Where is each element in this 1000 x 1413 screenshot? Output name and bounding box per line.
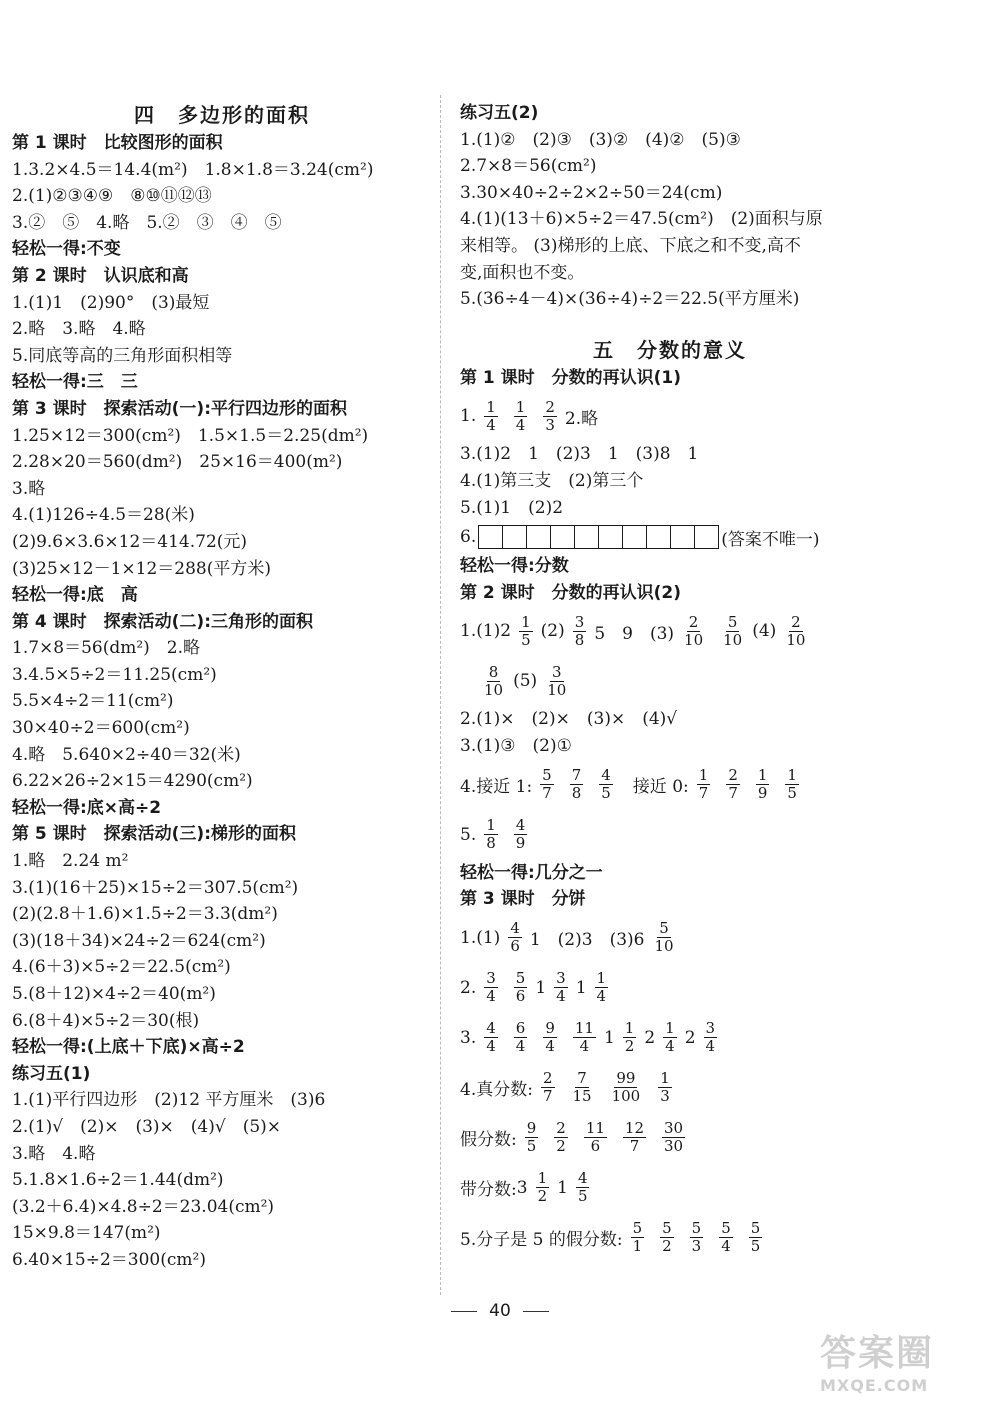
fraction bbox=[697, 767, 711, 802]
numerator: 2 bbox=[556, 1119, 566, 1138]
denominator: 4 bbox=[579, 1037, 590, 1056]
fraction bbox=[573, 614, 587, 649]
answer-line: 6.40×15÷2＝300(cm²) bbox=[12, 1249, 206, 1270]
answer-line: (3)25×12－1×12＝288(平方米) bbox=[12, 558, 271, 579]
answer-line: 2. $\frac{3}{4}$ $\frac{5}{6}$ 1 $\frac{3}{4}$ 1 $\frac{1}{4}$ bbox=[460, 969, 607, 1006]
numerator: 7 bbox=[577, 1069, 587, 1088]
numerator: 6 bbox=[515, 1019, 526, 1038]
fraction bbox=[514, 970, 528, 1005]
denominator: 10 bbox=[684, 630, 704, 649]
denominator: 5 bbox=[601, 784, 611, 802]
numerator: 1 bbox=[787, 766, 797, 784]
answer-line: 2.7×8＝56(cm²) bbox=[460, 156, 597, 177]
answer-line: 3.(1)2 1 (2)3 1 (3)8 1 bbox=[460, 444, 699, 465]
site-watermark: 答案圈 MXQE.COM bbox=[820, 1333, 935, 1395]
answer-line: 1.3.2×4.5＝14.4(m²) 1.8×1.8＝3.24(cm²) bbox=[12, 159, 374, 180]
denominator: 10 bbox=[484, 680, 504, 699]
denominator: 4 bbox=[545, 1037, 555, 1056]
numerator: 9 bbox=[526, 1119, 537, 1138]
lesson-heading: 第 1 课时 分数的再认识(1) bbox=[460, 367, 682, 388]
answer-line: 5.同底等高的三角形面积相等 bbox=[12, 345, 233, 366]
numerator: 2 bbox=[542, 1069, 553, 1088]
lesson-heading: 轻松一得:(上底＋下底)×高÷2 bbox=[12, 1037, 245, 1058]
numerator: 1 bbox=[521, 612, 531, 631]
easy-summary: 轻松一得:分数 bbox=[460, 556, 569, 577]
answer-line: 15×9.8＝147(m²) bbox=[12, 1223, 161, 1244]
denominator: 7 bbox=[698, 784, 709, 802]
fraction bbox=[536, 1170, 550, 1205]
chapter-title-5: 五 分数的意义 bbox=[593, 337, 747, 362]
lesson-heading: 练习五(2) bbox=[460, 103, 539, 123]
numerator: 1 bbox=[515, 397, 526, 416]
numerator: 1 bbox=[596, 969, 607, 988]
exercise-5-2 bbox=[460, 100, 880, 313]
denominator: 2 bbox=[556, 1137, 566, 1156]
fraction bbox=[623, 1020, 637, 1055]
fraction bbox=[519, 614, 533, 649]
denominator: 6 bbox=[510, 937, 520, 956]
fraction bbox=[543, 1020, 557, 1055]
lesson-heading: 第 3 课时 探索活动(一):平行四边形的面积 bbox=[12, 398, 348, 419]
numerator: 11 bbox=[585, 1119, 605, 1138]
fraction bbox=[576, 1170, 590, 1205]
answer-line: 2.(1)√ (2)× (3)× (4)√ (5)× bbox=[12, 1116, 282, 1137]
denominator: 3 bbox=[691, 1237, 702, 1256]
numerator: 5 bbox=[750, 1219, 761, 1238]
denominator: 30 bbox=[664, 1137, 684, 1156]
answer-line: 5.1.8×1.6÷2＝1.44(dm²) bbox=[12, 1170, 224, 1191]
fraction bbox=[584, 1120, 607, 1155]
numerator: 5 bbox=[659, 919, 669, 938]
denominator: 7 bbox=[629, 1137, 640, 1156]
fraction bbox=[660, 1220, 674, 1255]
fraction bbox=[570, 767, 584, 802]
fraction bbox=[652, 920, 675, 955]
numerator: 1 bbox=[486, 397, 496, 416]
numerator: 1 bbox=[486, 816, 496, 834]
denominator: 4 bbox=[486, 1037, 496, 1056]
denominator: 5 bbox=[750, 1237, 761, 1256]
denominator: 3 bbox=[660, 1087, 670, 1106]
denominator: 9 bbox=[515, 834, 526, 852]
denominator: 10 bbox=[723, 630, 743, 649]
answer-line: 5.5×4÷2＝11(cm²) bbox=[12, 691, 174, 712]
denominator: 5 bbox=[787, 784, 797, 802]
denominator: 5 bbox=[526, 1137, 537, 1156]
denominator: 3 bbox=[545, 415, 555, 434]
easy-summary: 轻松一得:几分之一 bbox=[460, 862, 603, 883]
answer-line: 1.(1)平行四边形 (2)12 平方厘米 (3)6 bbox=[12, 1090, 326, 1111]
lesson-heading: 第 3 课时 分饼 bbox=[460, 889, 586, 910]
left-answer-lines bbox=[12, 157, 432, 1274]
fraction bbox=[719, 1220, 733, 1255]
answer-line: 3. $\frac{4}{4}$ $\frac{6}{4}$ $\frac{9}{4}$ $\frac{11}{4}$ 1 $\frac{1}{2}$ 2 $\frac{1}{4}$ 2 $\frac{3}{4}$ bbox=[460, 1019, 716, 1056]
answer-line: 5.(1)1 (2)2 bbox=[460, 497, 564, 518]
answer-line: 1.(1)② (2)③ (3)② (4)② (5)③ bbox=[460, 129, 741, 150]
denominator: 7 bbox=[542, 1087, 553, 1106]
lesson-heading: 轻松一得:三 三 bbox=[12, 372, 138, 393]
denominator: 6 bbox=[590, 1137, 601, 1156]
denominator: 2 bbox=[662, 1237, 672, 1256]
answer-line: $\frac{8}{10}$ (5) $\frac{3}{10}$ bbox=[484, 662, 567, 699]
answer-line: 4.(6＋3)×5÷2＝22.5(cm²) bbox=[12, 957, 231, 978]
numerator: 1 bbox=[537, 1169, 548, 1188]
denominator: 10 bbox=[786, 630, 806, 649]
numerator: 3 bbox=[486, 969, 496, 988]
fraction bbox=[663, 1020, 677, 1055]
denominator: 4 bbox=[486, 415, 496, 434]
fraction bbox=[610, 1070, 643, 1105]
strip-grid bbox=[478, 525, 719, 549]
numerator: 8 bbox=[488, 662, 499, 681]
denominator: 2 bbox=[624, 1037, 635, 1056]
denominator: 8 bbox=[574, 630, 585, 649]
numerator: 5 bbox=[632, 1219, 643, 1238]
denominator: 10 bbox=[654, 937, 674, 956]
answer-line: 5.分子是 5 的假分数: $\frac{5}{1}$ $\frac{5}{2}$ $\frac{5}{3}$ $\frac{5}{4}$ $\frac{5}{5}$ bbox=[460, 1219, 761, 1256]
lesson-heading: 轻松一得:底×高÷2 bbox=[12, 797, 162, 818]
answer-line: 来相等。 (3)梯形的上底、下底之和不变,高不 bbox=[460, 235, 801, 256]
numerator: 1 bbox=[757, 766, 768, 784]
denominator: 4 bbox=[665, 1037, 675, 1056]
answer-line: 3.略 4.略 bbox=[12, 1143, 96, 1164]
numerator: 11 bbox=[574, 1019, 594, 1038]
answer-line: 1.25×12＝300(cm²) 1.5×1.5＝2.25(dm²) bbox=[12, 425, 369, 446]
fraction bbox=[508, 920, 522, 955]
chapter-title-4: 四 多边形的面积 bbox=[134, 103, 310, 127]
answer-line: 5.(8＋12)×4÷2＝40(m²) bbox=[12, 984, 216, 1004]
answer-line: 2.(1)②③④⑨ ⑧⑩⑪⑫⑬ bbox=[12, 186, 212, 207]
answer-line: 4.(1)(13＋6)×5÷2＝47.5(cm²) (2)面积与原 bbox=[460, 209, 823, 230]
numerator: 3 bbox=[574, 612, 585, 631]
numerator: 5 bbox=[542, 766, 552, 784]
denominator: 6 bbox=[515, 987, 526, 1006]
lesson-heading: 第 5 课时 探索活动(三):梯形的面积 bbox=[12, 824, 297, 845]
lesson-heading: 轻松一得:底 高 bbox=[12, 585, 138, 606]
answer-line: 6.22×26÷2×15＝4290(cm²) bbox=[12, 771, 253, 792]
numerator: 5 bbox=[515, 969, 526, 988]
numerator: 3 bbox=[551, 662, 562, 681]
fraction bbox=[571, 1070, 594, 1105]
numerator: 5 bbox=[691, 1219, 702, 1238]
right-column bbox=[460, 100, 880, 1263]
denominator: 4 bbox=[515, 415, 526, 434]
fraction bbox=[554, 1120, 568, 1155]
answer-line: 30×40÷2＝600(cm²) bbox=[12, 718, 190, 739]
answer-line: 4.(1)126÷4.5＝28(米) bbox=[12, 505, 195, 526]
fraction bbox=[514, 817, 528, 852]
numerator: 99 bbox=[616, 1069, 636, 1088]
numerator: 2 bbox=[545, 397, 555, 416]
lesson-heading: 第 2 课时 认识底和高 bbox=[12, 265, 189, 286]
answer-line: (3)(18＋34)×24÷2＝624(cm²) bbox=[12, 930, 266, 951]
denominator: 4 bbox=[596, 987, 607, 1006]
denominator: 9 bbox=[757, 784, 768, 802]
answer-line: 4.接近 1: $\frac{5}{7}$ $\frac{7}{8}$ $\frac{4}{5}$ 接近 0: $\frac{1}{7}$ $\frac{2}{7}$ $\frac{1}{9}$ $\frac{1}{5}$ bbox=[460, 766, 797, 802]
fraction bbox=[658, 1070, 672, 1105]
answer-line: 1.(1)2 $\frac{1}{5}$ (2) $\frac{3}{8}$ 5 9 (3) $\frac{2}{10}$ $\frac{5}{10}$ (4) $\frac{2}{10}$ bbox=[460, 612, 806, 649]
answer-line: 1.(1) $\frac{4}{6}$ 1 (2)3 (3)6 $\frac{5}{10}$ bbox=[460, 919, 674, 956]
answer-line: (2)(2.8＋1.6)×1.5÷2＝3.3(dm²) bbox=[12, 904, 278, 925]
numerator: 4 bbox=[515, 816, 526, 834]
answer-line: 带分数: 3 $\frac{1}{2}$ 1 $\frac{4}{5}$ bbox=[460, 1169, 588, 1206]
answer-line: 3.(1)(16＋25)×15÷2＝307.5(cm²) bbox=[12, 877, 299, 898]
answer-line: 1.7×8＝56(dm²) 2.略 bbox=[12, 638, 201, 659]
denominator: 4 bbox=[486, 987, 496, 1006]
numerator: 2 bbox=[728, 766, 738, 784]
fraction bbox=[573, 1020, 596, 1055]
denominator: 5 bbox=[577, 1187, 588, 1206]
denominator: 5 bbox=[521, 630, 531, 649]
answer-line: (2)9.6×3.6×12＝414.72(元) bbox=[12, 531, 248, 552]
denominator: 8 bbox=[486, 834, 496, 852]
answer-line: 3.(1)③ (2)① bbox=[460, 735, 572, 756]
answer-line: 1.略 2.24 m² bbox=[12, 851, 129, 872]
fraction bbox=[554, 970, 568, 1005]
fraction bbox=[599, 767, 613, 802]
fraction bbox=[540, 767, 554, 802]
fraction bbox=[514, 1020, 528, 1055]
lesson-heading: 第 2 课时 分数的再认识(2) bbox=[460, 582, 682, 603]
fraction bbox=[484, 399, 498, 434]
denominator: 7 bbox=[728, 784, 738, 802]
left-column bbox=[12, 100, 432, 1274]
lesson-heading: 练习五(1) bbox=[12, 1063, 91, 1084]
numerator: 1 bbox=[660, 1069, 670, 1088]
numerator: 4 bbox=[486, 1019, 496, 1038]
denominator: 4 bbox=[515, 1037, 526, 1056]
answer-line: 2.28×20＝560(dm²) 25×16＝400(m²) bbox=[12, 452, 343, 473]
answer-line: 3.4.5×5÷2＝11.25(cm²) bbox=[12, 664, 217, 685]
fraction bbox=[541, 1070, 555, 1105]
denominator: 4 bbox=[705, 1037, 716, 1056]
numerator: 4 bbox=[577, 1169, 588, 1188]
fraction bbox=[704, 1020, 718, 1055]
fraction bbox=[784, 614, 807, 649]
numerator: 2 bbox=[688, 612, 699, 631]
numerator: 12 bbox=[624, 1119, 645, 1138]
numerator: 5 bbox=[721, 1219, 731, 1238]
fraction bbox=[484, 970, 498, 1005]
numerator: 1 bbox=[665, 1019, 675, 1038]
numerator: 5 bbox=[662, 1219, 672, 1238]
fraction bbox=[721, 614, 744, 649]
answer-line: 1.(1)1 (2)90° (3)最短 bbox=[12, 292, 210, 313]
answer-line: 变,面积也不变。 bbox=[460, 262, 585, 283]
denominator: 8 bbox=[571, 784, 582, 802]
fraction bbox=[749, 1220, 763, 1255]
fraction bbox=[543, 399, 557, 434]
numerator: 5 bbox=[727, 612, 738, 631]
fraction bbox=[631, 1220, 645, 1255]
denominator: 7 bbox=[542, 784, 552, 802]
fraction bbox=[595, 970, 609, 1005]
denominator: 100 bbox=[611, 1087, 641, 1106]
answer-line: 2.(1)× (2)× (3)× (4)√ bbox=[460, 709, 678, 730]
column-divider bbox=[440, 95, 441, 1295]
answer-line: 6. (答案不唯一) bbox=[460, 527, 820, 550]
numerator: 3 bbox=[705, 1019, 716, 1038]
lesson-heading: 第 4 课时 探索活动(二):三角形的面积 bbox=[12, 611, 314, 632]
answer-line: 4.略 5.640×2÷40＝32(米) bbox=[12, 744, 241, 765]
fraction bbox=[726, 767, 740, 802]
answer-line: 4.(1)第三支 (2)第三个 bbox=[460, 470, 644, 491]
denominator: 10 bbox=[547, 680, 567, 699]
denominator: 4 bbox=[556, 987, 566, 1006]
fraction bbox=[482, 664, 505, 699]
fraction bbox=[623, 1120, 646, 1155]
fraction bbox=[514, 399, 528, 434]
answer-line: 6.(8＋4)×5÷2＝30(根) bbox=[12, 1010, 200, 1031]
numerator: 7 bbox=[571, 766, 582, 784]
page-number: 40 bbox=[0, 1301, 1000, 1321]
answer-line: 2.略 3.略 4.略 bbox=[12, 319, 146, 340]
answer-line: 3.② ⑤ 4.略 5.② ③ ④ ⑤ bbox=[12, 212, 282, 233]
fraction bbox=[545, 664, 568, 699]
fraction bbox=[484, 1020, 498, 1055]
answer-line: 1. $\frac{1}{4}$ $\frac{1}{4}$ $\frac{2}{3}$ 2.略 bbox=[460, 397, 599, 434]
numerator: 3 bbox=[556, 969, 566, 988]
numerator: 9 bbox=[545, 1019, 555, 1038]
denominator: 1 bbox=[632, 1237, 643, 1256]
denominator: 2 bbox=[537, 1187, 548, 1206]
answer-line: (3.2＋6.4)×4.8÷2＝23.04(cm²) bbox=[12, 1196, 275, 1217]
numerator: 1 bbox=[698, 766, 709, 784]
numerator: 4 bbox=[601, 766, 611, 784]
fraction bbox=[690, 1220, 704, 1255]
answer-line: 假分数: $\frac{9}{5}$ $\frac{2}{2}$ $\frac{11}{6}$ $\frac{12}{7}$ $\frac{30}{30}$ bbox=[460, 1119, 684, 1156]
answer-line: 5.(36÷4－4)×(36÷4)÷2＝22.5(平方厘米) bbox=[460, 289, 800, 310]
answer-line: 4.真分数: $\frac{2}{7}$ $\frac{7}{15}$ $\frac{99}{100}$ $\frac{1}{3}$ bbox=[460, 1069, 670, 1106]
answer-line: 5. $\frac{1}{8}$ $\frac{4}{9}$ bbox=[460, 816, 526, 852]
fraction bbox=[662, 1120, 685, 1155]
fraction bbox=[525, 1120, 539, 1155]
fraction bbox=[756, 767, 770, 802]
fraction bbox=[682, 614, 705, 649]
numerator: 30 bbox=[664, 1119, 684, 1138]
numerator: 4 bbox=[510, 919, 520, 938]
numerator: 2 bbox=[791, 612, 801, 631]
fraction bbox=[785, 767, 799, 802]
answer-line: 3.略 bbox=[12, 478, 46, 499]
numerator: 1 bbox=[624, 1019, 635, 1038]
fraction bbox=[484, 817, 498, 852]
denominator: 4 bbox=[721, 1237, 731, 1256]
lesson-heading: 轻松一得:不变 bbox=[12, 239, 121, 260]
lesson-heading: 第 1 课时 比较图形的面积 bbox=[12, 133, 223, 153]
answer-line: 3.30×40÷2÷2×2÷50＝24(cm) bbox=[460, 182, 723, 203]
denominator: 15 bbox=[572, 1087, 592, 1106]
